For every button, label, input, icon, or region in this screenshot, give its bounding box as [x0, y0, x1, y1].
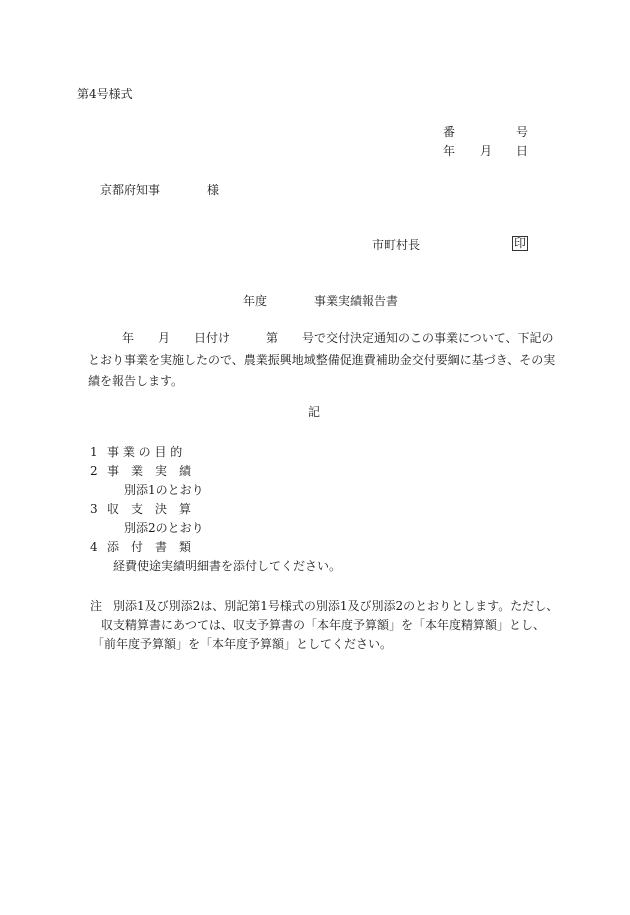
- header-number-label: 番: [443, 125, 456, 139]
- note-label: 注: [90, 599, 103, 613]
- note-line-3: 「前年度予算額」を「本年度予算額」としてください。: [92, 637, 393, 651]
- form-number: 第4号様式: [77, 87, 133, 101]
- item-2-sub: 別添1のとおり: [124, 483, 204, 497]
- body-line-2: とおり事業を実施したので、農業振興地域整備促進費補助金交付要綱に基づき、その実: [88, 352, 556, 367]
- header-day-label: 日: [516, 144, 529, 158]
- body-line-3: 績を報告します。: [88, 374, 184, 388]
- addressee-name: 京都府知事: [100, 183, 161, 197]
- item-4-sub: 経費使途実績明細書を添付してください。: [113, 559, 342, 573]
- header-year-label: 年: [443, 144, 456, 158]
- item-4-number: 4: [90, 540, 98, 554]
- item-3-label: 収 支 決 算: [107, 502, 192, 516]
- item-4-label: 添 付 書 類: [107, 540, 192, 554]
- body-line-1: 年 月 日付け 第 号で交付決定通知のこの事業について、下記の: [122, 331, 554, 345]
- document-title: 事業実績報告書: [314, 294, 399, 308]
- seal-mark: [512, 236, 528, 251]
- ki-heading: 記: [308, 405, 321, 419]
- title-year: 年度: [243, 294, 268, 308]
- seal-text: 印: [514, 236, 527, 250]
- body-paragraph: [88, 328, 556, 393]
- item-3-sub: 別添2のとおり: [124, 521, 204, 535]
- header-go-label: 号: [516, 125, 529, 139]
- addressee-honorific: 様: [207, 183, 220, 197]
- header-month-label: 月: [480, 144, 493, 158]
- item-2-number: 2: [90, 464, 98, 478]
- note-line-1: 別添1及び別添2は、別記第1号様式の別添1及び別添2のとおりとします。ただし、: [113, 599, 559, 613]
- item-1-number: 1: [90, 445, 98, 459]
- sender-title: 市町村長: [372, 238, 421, 252]
- item-1-label: 事 業 の 目 的: [107, 445, 183, 459]
- item-2-label: 事 業 実 績: [107, 464, 192, 478]
- item-3-number: 3: [90, 502, 98, 516]
- note-line-2: 収支精算書にあつては、収支予算書の「本年度予算額」を「本年度精算額」とし、: [101, 618, 546, 632]
